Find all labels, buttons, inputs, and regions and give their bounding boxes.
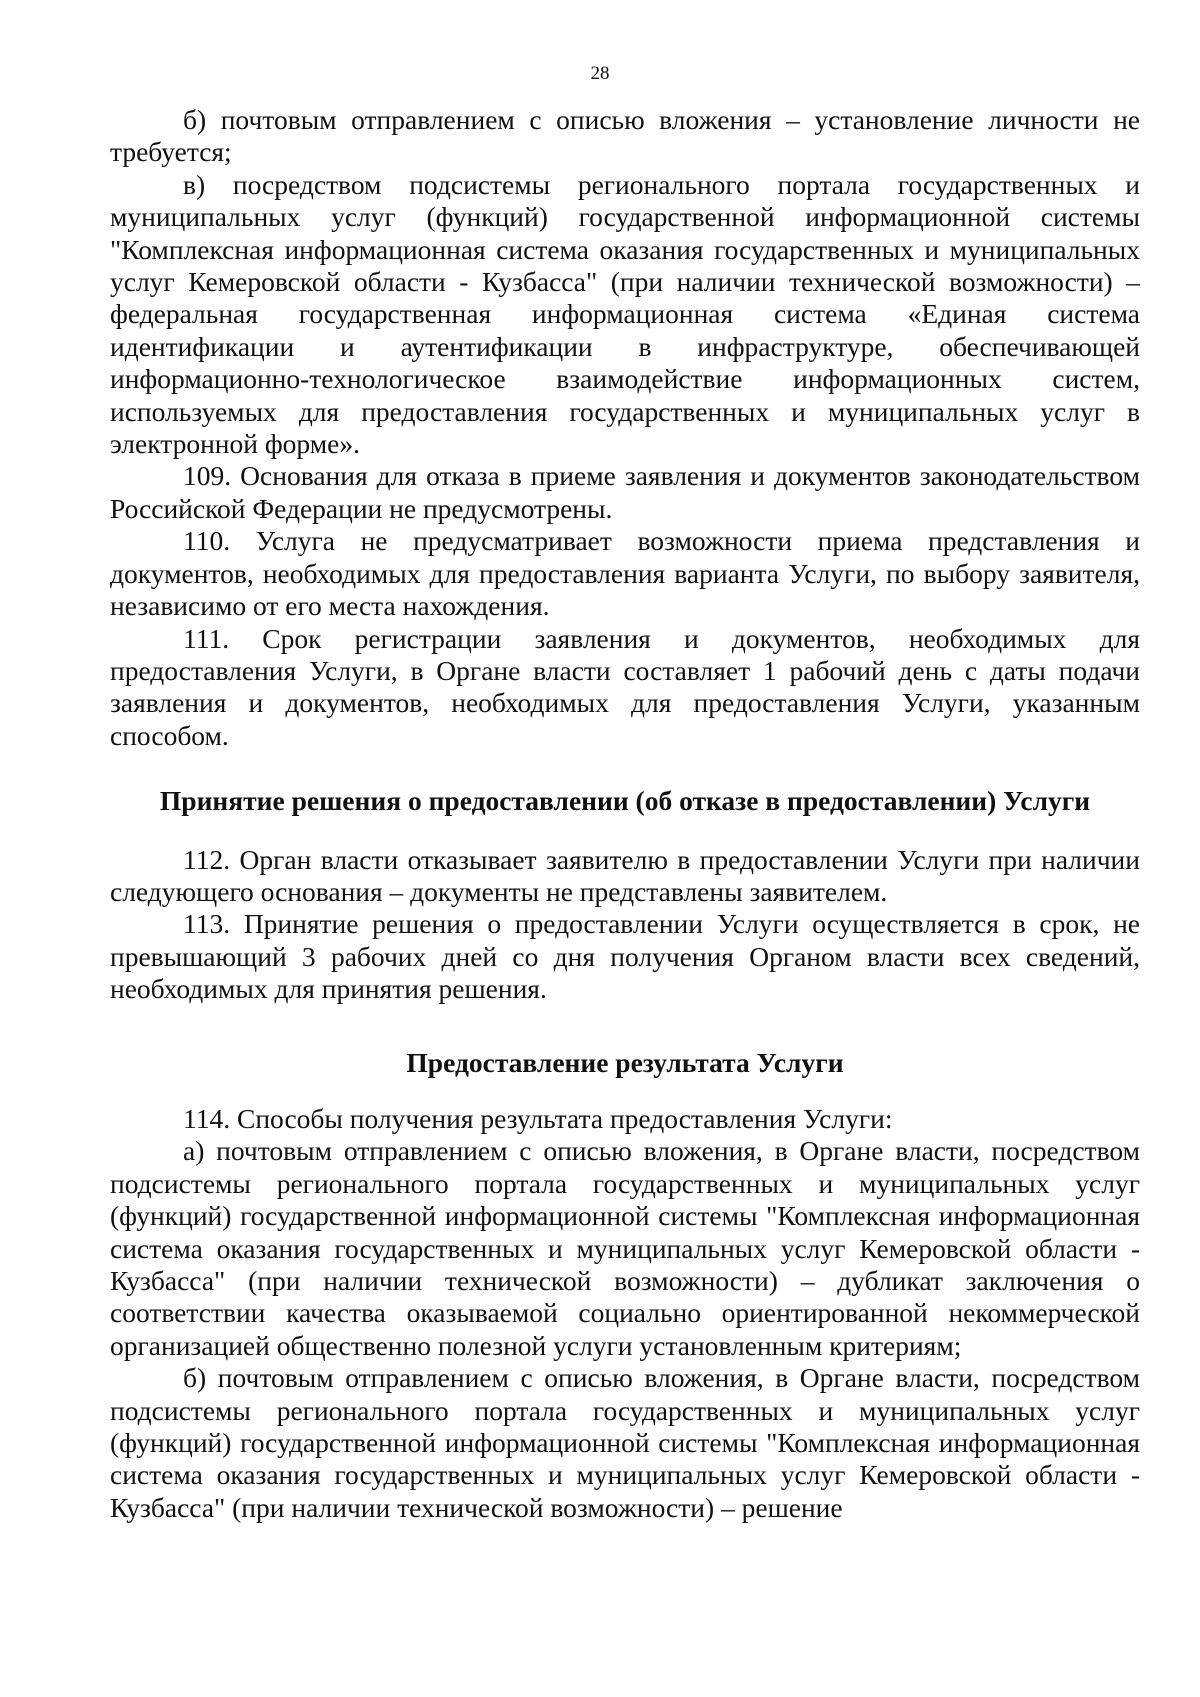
paragraph-112: 112. Орган власти отказывает заявителю в предоставлении Услуги при наличии следующего основания – документы не представлены заявителем.	[110, 843, 1140, 907]
paragraph-113: 113. Принятие решения о предоставлении Услуги осуществляется в срок, не превышающий 3 рабочих дней со дня получения Органом власти всех сведений, необходимых для принятия решения.	[110, 908, 1140, 1005]
paragraph-114: 114. Способы получения результата предоставления Услуги:	[183, 1102, 893, 1134]
paragraph-v-portal: в) посредством подсистемы регионального портала государственных и муниципальных услуг (функций) государственной информационной системы "Комплексная информационная система оказания государственных и муниципальных услуг Кемеровской области - Кузбасса" (при наличии технической возможности) – федеральная государственная информационная система «Единая система идентификации и аутентификации в инфраструктуре, обеспечивающей информационно-технологическое взаимодействие информационных систем, используемых для предоставления государственных и муниципальных услуг в электронной форме».	[110, 168, 1140, 460]
paragraph-110: 110. Услуга не предусматривает возможности приема представления и документов, необходимых для предоставления варианта Услуги, по выбору заявителя, независимо от его места нахождения.	[110, 525, 1140, 622]
paragraph-a-result: а) почтовым отправлением с описью вложения, в Органе власти, посредством подсистемы регионального портала государственных и муниципальных услуг (функций) государственной информационной системы "Комплексная информационная система оказания государственных и муниципальных услуг Кемеровской области - Кузбасса" (при наличии технической возможности) – дубликат заключения о соответствии качества оказываемой социально ориентированной некоммерческой организацией общественно полезной услуги установленным критериям;	[110, 1135, 1140, 1361]
section-heading-result: Предоставление результата Услуги	[406, 1046, 844, 1078]
paragraph-111: 111. Срок регистрации заявления и документов, необходимых для предоставления Услуги, в Органе власти составляет 1 рабочий день с даты подачи заявления и документов, необходимых для предоставления Услуги, указанным способом.	[110, 622, 1140, 751]
paragraph-b-mail: б) почтовым отправлением с описью вложения – установление личности не требуется;	[110, 104, 1140, 168]
paragraph-109: 109. Основания для отказа в приеме заявления и документов законодательством Российской Федерации не предусмотрены.	[110, 460, 1140, 524]
page-number: 28	[590, 63, 610, 84]
section-heading-decision: Принятие решения о предоставлении (об отказе в предоставлении) Услуги	[159, 785, 1091, 817]
document-body	[110, 104, 1140, 1524]
paragraph-b-result: б) почтовым отправлением с описью вложения, в Органе власти, посредством подсистемы регионального портала государственных и муниципальных услуг (функций) государственной информационной системы "Комплексная информационная система оказания государственных и муниципальных услуг Кемеровской области - Кузбасса" (при наличии технической возможности) – решение	[110, 1362, 1140, 1523]
